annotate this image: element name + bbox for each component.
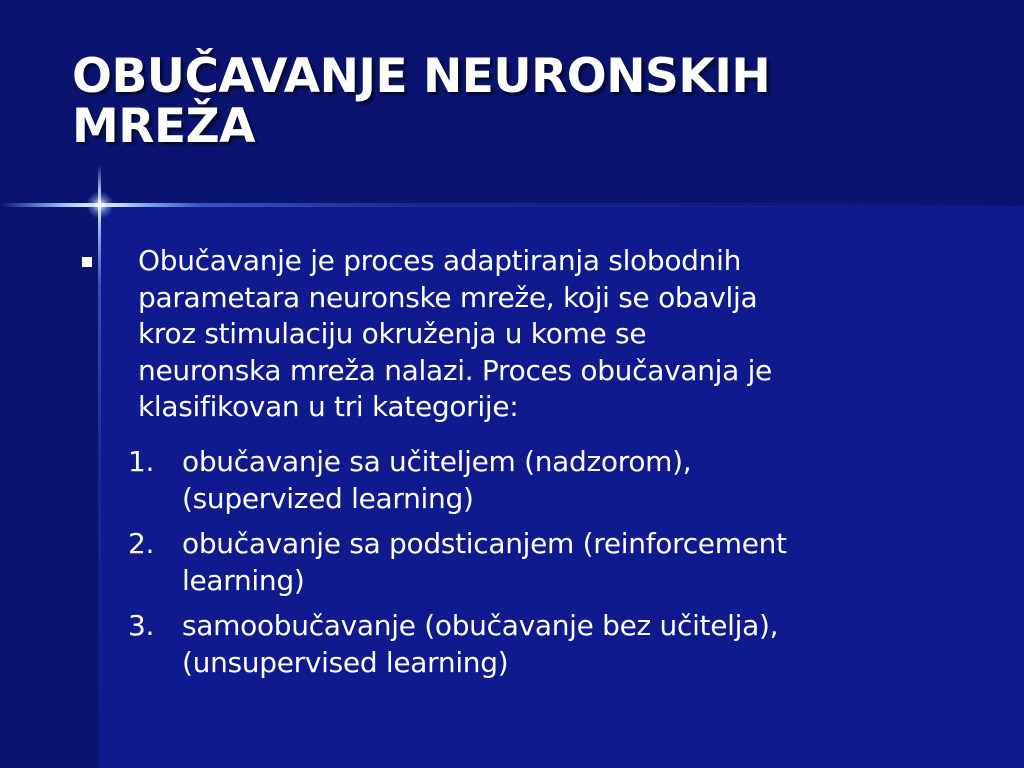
- list-item: [128, 444, 988, 517]
- paragraph-line: Obučavanje je proces adaptiranja slobodnih: [138, 244, 742, 277]
- list-item: [128, 608, 988, 681]
- category-list: [128, 444, 988, 690]
- title-line-1: OBUČAVANJE NEURONSKIH: [72, 49, 771, 104]
- title-line-2: MREŽA: [72, 99, 256, 154]
- paragraph-line: klasifikovan u tri kategorije:: [138, 390, 519, 423]
- list-item: [128, 526, 988, 599]
- item-line: samoobučavanje (obučavanje bez učitelja),: [182, 609, 779, 642]
- item-text: [182, 444, 982, 517]
- item-text: [182, 526, 982, 599]
- paragraph-line: parametara neuronske mreže, koji se obavlja: [138, 280, 758, 314]
- paragraph-line: neuronska mreža nalazi. Proces obučavanja je: [138, 353, 772, 387]
- item-text: [182, 608, 982, 681]
- horizontal-accent-line: [0, 203, 1024, 207]
- intro-paragraph: [138, 243, 968, 426]
- paragraph-line: kroz stimulaciju okruženja u kome se: [138, 317, 647, 350]
- item-line: learning): [182, 563, 305, 597]
- item-number: 3.: [128, 609, 155, 642]
- item-line: (supervized learning): [182, 481, 474, 515]
- cross-glow: [86, 191, 114, 219]
- vertical-accent-line: [98, 165, 101, 768]
- item-line: obučavanje sa učiteljem (nadzorom),: [182, 445, 692, 478]
- slide-title: [72, 49, 972, 154]
- item-line: (unsupervised learning): [182, 645, 509, 679]
- left-band: [0, 206, 100, 768]
- square-bullet-icon: [82, 257, 92, 267]
- item-line: obučavanje sa podsticanjem (reinforcement: [182, 527, 787, 560]
- item-number: 2.: [128, 527, 155, 560]
- item-number: 1.: [128, 445, 155, 478]
